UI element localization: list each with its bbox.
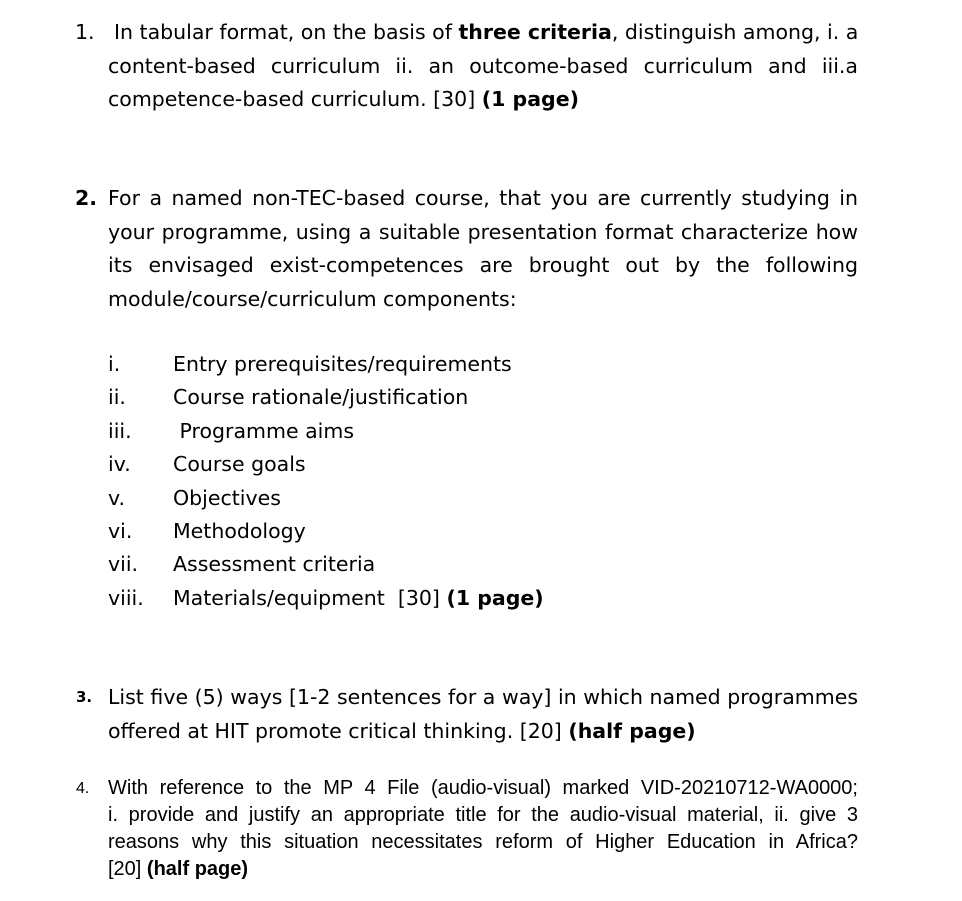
question-number: 4. [76,780,90,797]
text-line: module/course/curriculum components: [108,286,517,311]
question-number: 1. [75,20,95,44]
list-item [108,448,808,481]
text-line: competence-based curriculum. [30] (1 page) [108,87,579,111]
question-text-continued [108,50,858,117]
list-item [108,348,808,381]
list-item [108,381,808,414]
list-text: Programme aims [173,418,355,443]
list-numeral: vi. [108,518,133,543]
list-numeral: v. [108,485,126,510]
text-line: reasons why this situation necessitates reform of Higher Education in Africa? [108,831,858,853]
question-text [108,681,858,748]
text-line: offered at HIT promote critical thinking. [20] (half page) [108,718,696,743]
list-numeral: iii. [108,418,132,443]
text-line: For a named non-TEC-based course, that you are currently studying in [108,186,858,210]
list-text: Entry prerequisites/requirements [173,352,512,376]
component-list [108,348,808,615]
text-line: List five (5) ways [1-2 sentences for a way] in which named programmes [108,685,858,709]
list-text: Materials/equipment [30] (1 page) [173,585,544,610]
question-text [108,775,858,883]
list-item [108,582,808,615]
text-line: its envisaged exist-competences are brought out by the following [108,253,858,277]
list-text: Methodology [173,518,306,543]
list-numeral: viii. [108,585,144,610]
question-number: 2. [75,186,98,210]
list-numeral: i. [108,352,121,376]
list-text: Course rationale/justification [173,385,469,410]
text-line: With reference to the MP 4 File (audio-visual) marked VID-20210712-WA0000; [108,777,858,799]
question-text [108,182,858,316]
question-text [114,16,858,50]
text-line: [20] (half page) [108,858,249,880]
list-numeral: vii. [108,552,139,577]
list-text: Assessment criteria [173,552,376,577]
list-text: Course goals [173,452,306,477]
list-item [108,415,808,448]
question-number: 3. [76,688,93,706]
text-line: i. provide and justify an appropriate title for the audio-visual material, ii. give 3 [108,804,858,826]
list-text: Objectives [173,485,281,510]
text-line: content-based curriculum ii. an outcome-based curriculum and iii.a [108,53,858,78]
text-line: your programme, using a suitable presentation format characterize how [108,219,858,244]
list-item [108,482,808,515]
list-numeral: iv. [108,452,131,477]
text-line: In tabular format, on the basis of three criteria, distinguish among, i. a [114,20,859,44]
list-item [108,548,808,581]
list-numeral: ii. [108,385,126,410]
list-item [108,515,808,548]
